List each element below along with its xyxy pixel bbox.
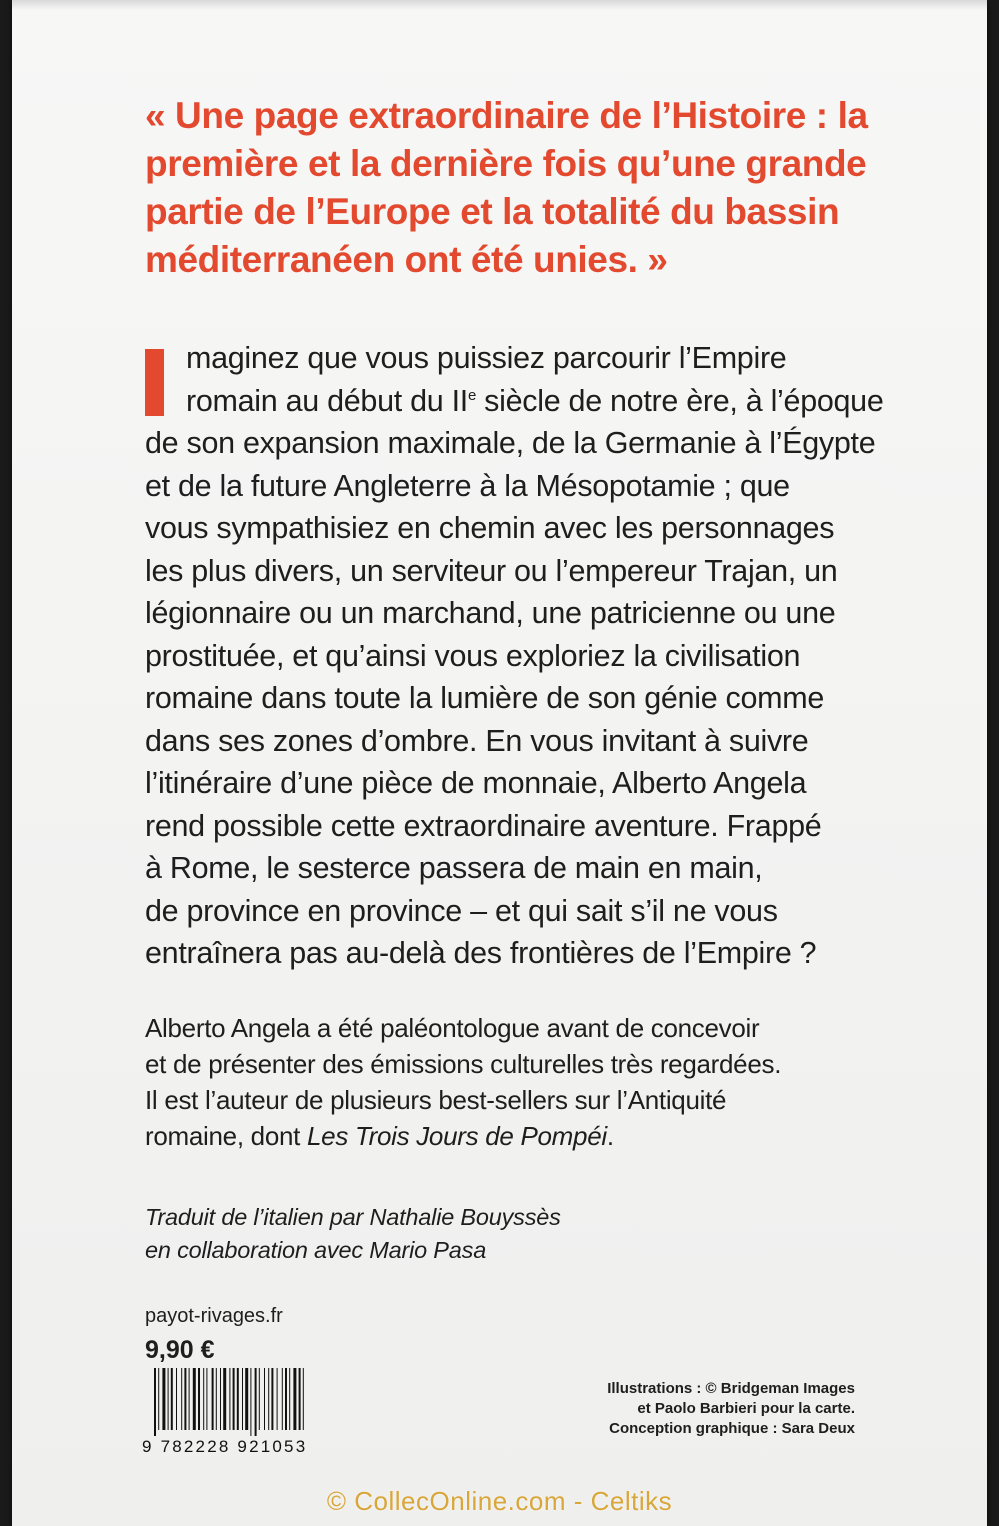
barcode-bar	[277, 1368, 278, 1430]
blurb-line: prostituée, et qu’ainsi vous exploriez la civilisation	[145, 638, 801, 673]
barcode-bar	[198, 1368, 200, 1430]
blurb-line: rend possible cette extraordinaire aventure. Frappé	[145, 808, 822, 843]
isbn-number: 9 782228 921053	[142, 1437, 308, 1456]
barcode-bar	[168, 1368, 169, 1430]
blurb-paragraph	[145, 337, 884, 975]
author-bio	[145, 1010, 885, 1154]
barcode-bar	[289, 1368, 290, 1430]
barcode-bar	[176, 1368, 177, 1430]
bio-line-part: .	[606, 1121, 614, 1151]
blurb-line: légionnaire ou un marchand, une patricienne ou une	[145, 596, 836, 630]
blurb-line: de province en province – et qui sait s’il ne vous	[145, 893, 778, 928]
barcode-bar	[181, 1368, 182, 1430]
blurb-line: vous sympathisiez en chemin avec les personnages	[145, 511, 835, 545]
barcode-bar	[255, 1368, 257, 1436]
quote-line: première et la dernière fois qu’une grande	[145, 143, 867, 184]
barcode	[152, 1368, 352, 1436]
pull-quote	[145, 92, 885, 284]
barcode-bar	[229, 1368, 230, 1430]
blurb-line: l’itinéraire d’une pièce de monnaie, Alberto Angela	[145, 766, 807, 800]
translation-line: Traduit de l’italien par Nathalie Bouyssès	[145, 1204, 561, 1230]
barcode-bar	[154, 1368, 156, 1436]
barcode-bar	[216, 1368, 217, 1430]
barcode-bar	[223, 1368, 226, 1430]
blurb-line-part: siècle de notre ère, à l’époque	[476, 383, 884, 418]
barcode-bar	[171, 1368, 173, 1430]
barcode-bar	[193, 1368, 196, 1430]
blurb-line: à Rome, le sesterce passera de main en main,	[145, 851, 763, 885]
barcode-bar	[233, 1368, 235, 1430]
barcode-bar	[250, 1368, 251, 1436]
barcode-bar	[162, 1368, 165, 1430]
book-back-cover	[12, 0, 987, 1526]
bio-line	[145, 1118, 885, 1154]
barcode-bar	[242, 1368, 243, 1430]
blurb-line-part: romain au début du II	[186, 383, 468, 418]
quote-line: « Une page extraordinaire de l’Histoire : la	[145, 95, 868, 136]
bio-line: et de présenter des émissions culturelles très regardées.	[145, 1049, 782, 1079]
barcode-bar	[212, 1368, 214, 1430]
barcode-bar	[285, 1368, 287, 1430]
bio-line: Il est l’auteur de plusieurs best-sellers sur l’Antiquité	[145, 1085, 727, 1115]
quote-line: méditerranéen ont été unies. »	[145, 239, 668, 280]
barcode-bar	[237, 1368, 239, 1430]
quote-line: partie de l’Europe et la totalité du bassin	[145, 191, 840, 232]
translation-credit	[145, 1201, 885, 1267]
barcode-bar	[220, 1368, 221, 1430]
blurb-line: les plus divers, un serviteur ou l’empereur Trajan, un	[145, 553, 838, 588]
barcode-bar	[206, 1368, 207, 1430]
superscript: e	[467, 386, 476, 404]
price-label: 9,90 €	[145, 1336, 215, 1364]
bio-line-part: romaine, dont	[145, 1121, 308, 1151]
bio-line: Alberto Angela a été paléontologue avant de concevoir	[145, 1013, 760, 1043]
blurb-line	[145, 380, 884, 423]
translation-line: en collaboration avec Mario Pasa	[145, 1237, 487, 1263]
barcode-bar	[264, 1368, 265, 1430]
barcode-bar	[282, 1368, 283, 1430]
barcode-bar	[268, 1368, 269, 1430]
credit-line: et Paolo Barbieri pour la carte.	[637, 1400, 855, 1417]
barcode-bar	[245, 1368, 248, 1430]
publisher-website: payot-rivages.fr	[145, 1305, 283, 1327]
watermark: © CollecOnline.com - Celtiks	[326, 1486, 673, 1516]
barcode-bar	[184, 1368, 186, 1430]
blurb-line: et de la future Angleterre à la Mésopotamie ; que	[145, 468, 790, 503]
blurb-line: dans ses zones d’ombre. En vous invitant à suivre	[145, 723, 809, 758]
blurb-line: entraînera pas au-delà des frontières de l’Empire ?	[145, 936, 817, 970]
credit-line: Illustrations : © Bridgeman Images	[607, 1380, 855, 1397]
barcode-bar	[293, 1368, 296, 1430]
blurb-line: maginez que vous puissiez parcourir l’Empire	[186, 341, 787, 375]
image-credits	[607, 1379, 855, 1439]
barcode-bar	[203, 1368, 204, 1430]
barcode-bar	[158, 1368, 159, 1430]
barcode-graphic	[152, 1368, 352, 1436]
barcode-bar	[189, 1368, 190, 1430]
barcode-bar	[259, 1368, 260, 1430]
book-title: Les Trois Jours de Pompéi	[307, 1121, 607, 1151]
barcode-bar	[299, 1368, 301, 1430]
barcode-bar	[303, 1368, 304, 1430]
credit-line: Conception graphique : Sara Deux	[609, 1420, 855, 1437]
barcode-bar	[271, 1368, 273, 1430]
blurb-line: de son expansion maximale, de la Germanie à l’Égypte	[145, 426, 876, 460]
blurb-line: romaine dans toute la lumière de son génie comme	[145, 681, 825, 715]
